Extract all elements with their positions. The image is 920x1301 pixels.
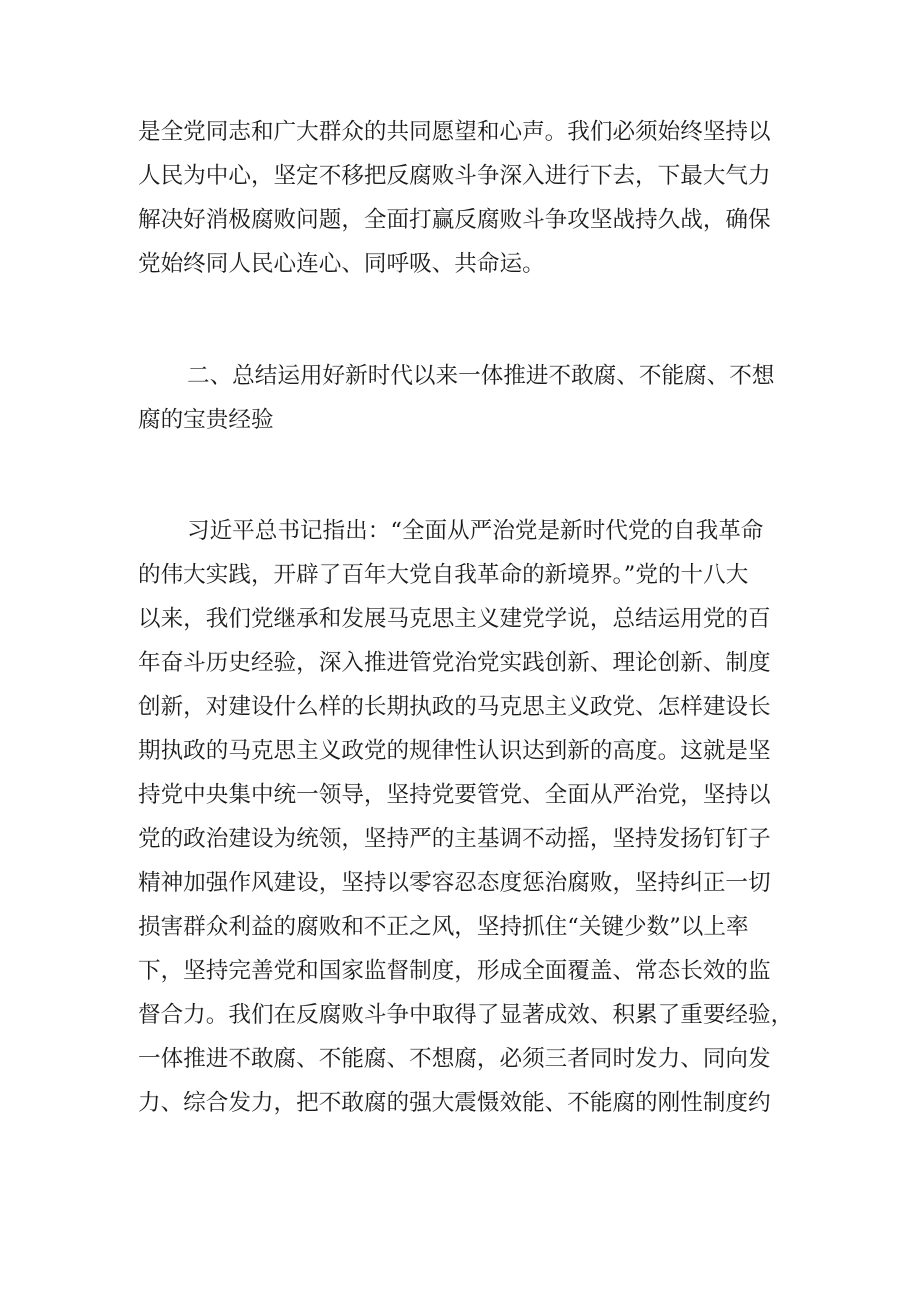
paragraph-line: 创新，对建设什么样的长期执政的马克思主义政党、怎样建设长 <box>138 694 771 720</box>
section-heading: 二、总结运用好新时代以来一体推进不敢腐、不能腐、不想 <box>187 363 775 389</box>
paragraph-line: 以来，我们党继承和发展马克思主义建党学说，总结运用党的百 <box>138 606 771 632</box>
paragraph-line: 精神加强作风建设，坚持以零容忍态度惩治腐败，坚持纠正一切 <box>138 870 771 896</box>
paragraph-line: 持党中央集中统一领导，坚持党要管党、全面从严治党，坚持以 <box>138 782 771 808</box>
paragraph-line: 解决好消极腐败问题，全面打赢反腐败斗争攻坚战持久战，确保 <box>138 207 771 233</box>
section-heading: 腐的宝贵经验 <box>138 407 274 433</box>
paragraph-line: 督合力。我们在反腐败斗争中取得了显著成效、积累了重要经验， <box>138 1002 794 1028</box>
paragraph-line: 党始终同人民心连心、同呼吸、共命运。 <box>138 251 545 277</box>
paragraph-line: 一体推进不敢腐、不能腐、不想腐，必须三者同时发力、同向发 <box>138 1046 771 1072</box>
paragraph-line: 年奋斗历史经验，深入推进管党治党实践创新、理论创新、制度 <box>138 650 771 676</box>
paragraph-line: 的伟大实践，开辟了百年大党自我革命的新境界。”党的十八大 <box>138 562 749 588</box>
paragraph-line: 下，坚持完善党和国家监督制度，形成全面覆盖、常态长效的监 <box>138 958 771 984</box>
paragraph-line: 期执政的马克思主义政党的规律性认识达到新的高度。这就是坚 <box>138 738 771 764</box>
paragraph-line: 党的政治建设为统领，坚持严的主基调不动摇，坚持发扬钉钉子 <box>138 826 771 852</box>
paragraph-line: 人民为中心，坚定不移把反腐败斗争深入进行下去，下最大气力 <box>138 163 771 189</box>
paragraph-line: 是全党同志和广大群众的共同愿望和心声。我们必须始终坚持以 <box>138 119 771 145</box>
paragraph-line: 习近平总书记指出：“全面从严治党是新时代党的自我革命 <box>187 518 764 544</box>
paragraph-line: 损害群众利益的腐败和不正之风，坚持抓住“关键少数”以上率 <box>138 914 749 940</box>
paragraph-line: 力、综合发力，把不敢腐的强大震慑效能、不能腐的刚性制度约 <box>138 1090 771 1116</box>
